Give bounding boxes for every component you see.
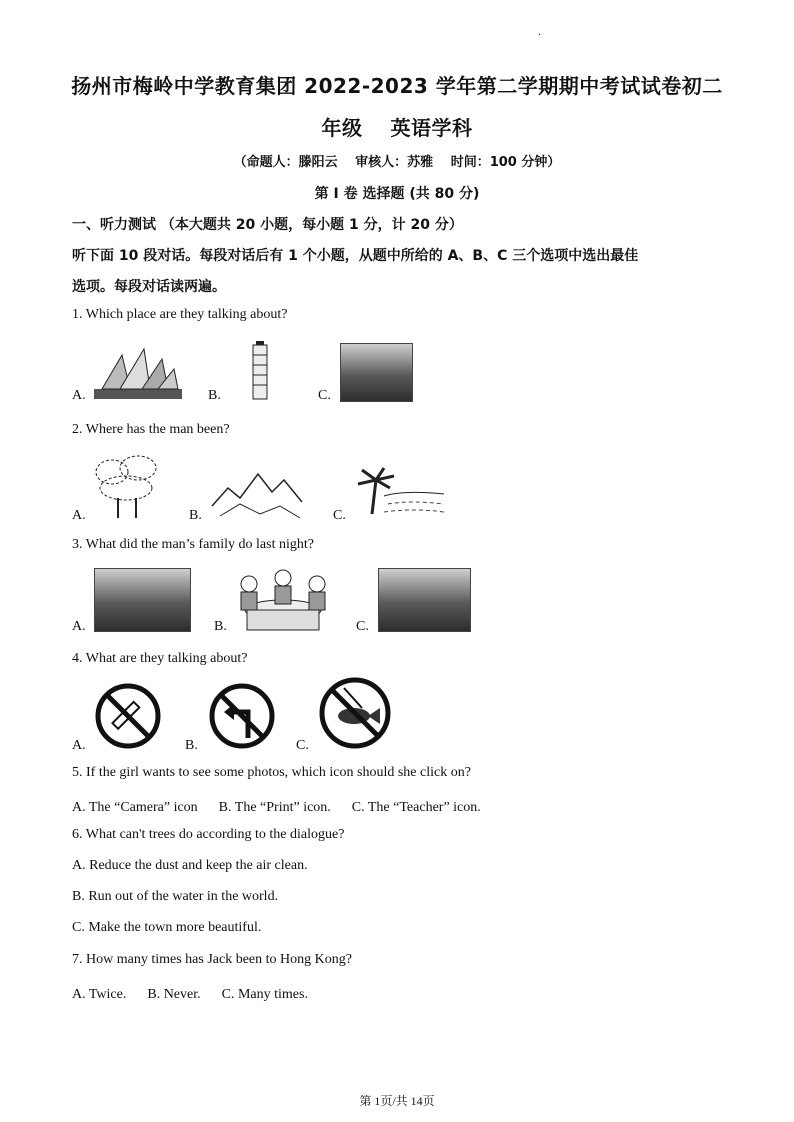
q2-option-a-label: A. [72, 508, 86, 523]
question-4: 4. What are they talking about? [72, 651, 248, 666]
q6-option-c: C. Make the town more beautiful. [72, 920, 262, 935]
no-left-turn-icon [208, 682, 276, 750]
q2-option-c-label: C. [333, 508, 346, 523]
page-dot: · [538, 30, 542, 41]
q3-option-b-label: B. [214, 619, 227, 634]
q1-option-a-label: A. [72, 388, 86, 403]
section-instruction-line1: 听下面 10 段对话。每段对话后有 1 个小题，从题中所给的 A、B、C 三个选项中选出最佳 [72, 248, 639, 264]
q1-option-b-label: B. [208, 388, 221, 403]
exam-staff-line: （命题人：滕阳云 审核人：苏雅 时间：100 分钟） [233, 155, 561, 170]
family-dinner-icon [233, 566, 333, 632]
question-7: 7. How many times has Jack been to Hong Kong? [72, 952, 352, 967]
stadium-photo [340, 343, 413, 402]
section-instruction-line2: 选项。每段对话读两遍。 [72, 279, 226, 295]
q4-option-c-label: C. [296, 738, 309, 753]
forest-icon [92, 450, 164, 520]
no-fishing-icon [318, 676, 392, 750]
exam-title-line1: 扬州市梅岭中学教育集团 2022-2023 学年第二学期期中考试试卷初二 [71, 74, 723, 98]
question-5: 5. If the girl wants to see some photos, which icon should she click on? [72, 765, 471, 780]
question-1: 1. Which place are they talking about? [72, 307, 288, 322]
section-heading: 一、听力测试 （本大题共 20 小题，每小题 1 分，计 20 分） [72, 217, 463, 233]
q5-options: A. The “Camera” icon B. The “Print” icon. C. The “Teacher” icon. [72, 800, 481, 815]
page-number: 第 1页/共 14页 [359, 1094, 435, 1108]
q4-option-a-label: A. [72, 738, 86, 753]
question-6: 6. What can't trees do according to the dialogue? [72, 827, 345, 842]
family-watching-tv-photo [94, 568, 191, 632]
q7-options: A. Twice. B. Never. C. Many times. [72, 987, 308, 1002]
q3-option-c-label: C. [356, 619, 369, 634]
q2-option-b-label: B. [189, 508, 202, 523]
q6-option-b: B. Run out of the water in the world. [72, 889, 279, 904]
beach-icon [354, 466, 446, 518]
question-2: 2. Where has the man been? [72, 422, 230, 437]
question-3: 3. What did the man’s family do last night? [72, 537, 314, 552]
q4-option-b-label: B. [185, 738, 198, 753]
mountains-icon [210, 466, 305, 521]
q3-option-a-label: A. [72, 619, 86, 634]
q6-option-a: A. Reduce the dust and keep the air clean. [72, 858, 308, 873]
opera-house-icon [92, 345, 184, 401]
leaning-tower-icon [248, 341, 272, 401]
exam-title-line2: 年级 英语学科 [321, 116, 473, 140]
no-smoking-icon [94, 682, 162, 750]
family-watching-tv-photo [378, 568, 471, 632]
part-heading: 第 I 卷 选择题 (共 80 分) [314, 186, 480, 202]
q1-option-c-label: C. [318, 388, 331, 403]
